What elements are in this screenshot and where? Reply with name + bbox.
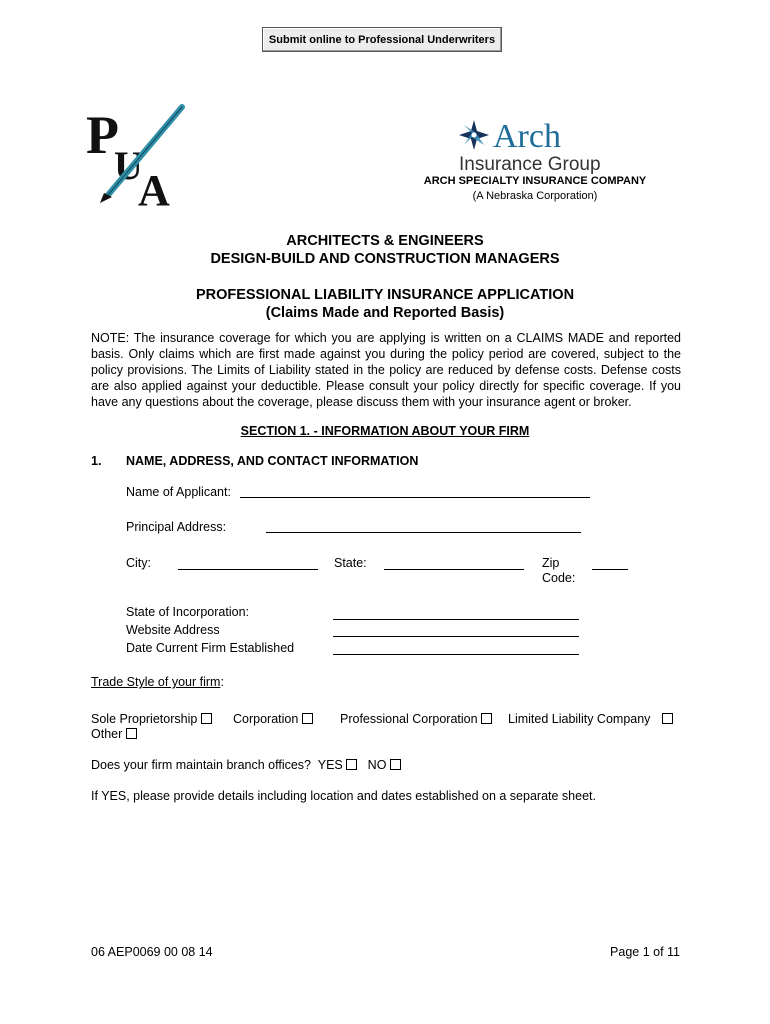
state-label: State: — [334, 556, 367, 570]
sole-proprietorship-label: Sole Proprietorship — [91, 712, 198, 726]
page-number: Page 1 of 11 — [610, 945, 680, 959]
state-field[interactable] — [384, 569, 524, 570]
arch-logo — [455, 115, 625, 175]
trade-style-label — [91, 675, 224, 689]
other-label: Other — [91, 727, 123, 741]
no-label: NO — [367, 758, 387, 772]
sole-proprietorship-checkbox[interactable] — [201, 713, 212, 724]
option-professional-corporation — [340, 712, 492, 726]
arch-name: Arch — [493, 118, 561, 155]
title-line-1: ARCHITECTS & ENGINEERS — [286, 233, 484, 249]
date-established-label: Date Current Firm Established — [126, 641, 295, 655]
zip-code-label: Code: — [542, 571, 576, 585]
principal-address-label: Principal Address: — [126, 520, 227, 534]
arch-subtitle: Insurance Group — [459, 154, 601, 175]
yes-checkbox[interactable] — [346, 759, 357, 770]
trade-style-colon: : — [220, 675, 224, 689]
llc-label: Limited Liability Company — [508, 712, 651, 726]
question-title: NAME, ADDRESS, AND CONTACT INFORMATION — [126, 454, 419, 468]
logo-letter-u: U — [114, 143, 143, 188]
corporation-label: Corporation — [233, 712, 299, 726]
title-line-2: DESIGN-BUILD AND CONSTRUCTION MANAGERS — [210, 251, 560, 267]
coverage-note: NOTE: The insurance coverage for which you are applying is written on a CLAIMS MADE and reported basis. Only claims which are first made against you during the policy period are covered, subject to the policy provisions. The Limits of Liability stated in the policy are reduced by defense costs. Defense costs are also applied against your deductible. Please consult your policy directly for specific coverage. If you have any questions about the coverage, please discuss them with your insurance agent or broker. — [91, 331, 681, 409]
no-checkbox[interactable] — [390, 759, 401, 770]
branch-offices-row — [91, 758, 401, 772]
option-sole-proprietorship — [91, 712, 212, 726]
company-name: ARCH SPECIALTY INSURANCE COMPANY — [423, 175, 647, 187]
date-established-field[interactable] — [333, 654, 579, 655]
logo-letter-a: A — [138, 166, 170, 207]
pua-logo — [86, 103, 192, 207]
form-number: 06 AEP0069 00 08 14 — [91, 945, 213, 959]
professional-corporation-label: Professional Corporation — [340, 712, 478, 726]
trade-style-text: Trade Style of your firm — [91, 675, 221, 689]
llc-checkbox[interactable] — [662, 713, 673, 724]
yes-label: YES — [317, 758, 343, 772]
website-field[interactable] — [333, 636, 579, 637]
zip-field[interactable] — [592, 569, 628, 570]
option-llc — [508, 712, 673, 726]
question-number: 1. — [91, 454, 102, 468]
title-line-4: (Claims Made and Reported Basis) — [265, 305, 505, 321]
option-other — [91, 727, 137, 741]
state-of-incorporation-label: State of Incorporation: — [126, 605, 249, 619]
title-line-3: PROFESSIONAL LIABILITY INSURANCE APPLICATION — [195, 287, 575, 303]
corporation-checkbox[interactable] — [302, 713, 313, 724]
professional-corporation-checkbox[interactable] — [481, 713, 492, 724]
submit-online-button[interactable]: Submit online to Professional Underwriters — [262, 27, 502, 52]
other-checkbox[interactable] — [126, 728, 137, 739]
zip-label: Zip — [542, 556, 560, 570]
city-field[interactable] — [178, 569, 318, 570]
website-label: Website Address — [126, 623, 220, 637]
if-yes-instructions: If YES, please provide details including location and dates established on a separate sheet. — [91, 789, 596, 803]
state-of-incorporation-field[interactable] — [333, 619, 579, 620]
company-state: (A Nebraska Corporation) — [472, 190, 598, 202]
arch-star-icon — [459, 120, 489, 150]
option-corporation — [233, 712, 313, 726]
section-1-heading: SECTION 1. - INFORMATION ABOUT YOUR FIRM — [240, 424, 530, 438]
principal-address-field[interactable] — [266, 532, 581, 533]
logo-letter-p: P — [86, 105, 119, 165]
name-of-applicant-field[interactable] — [240, 497, 590, 498]
name-of-applicant-label: Name of Applicant: — [126, 485, 231, 499]
branch-offices-question: Does your firm maintain branch offices? — [91, 758, 312, 772]
city-label: City: — [126, 556, 151, 570]
